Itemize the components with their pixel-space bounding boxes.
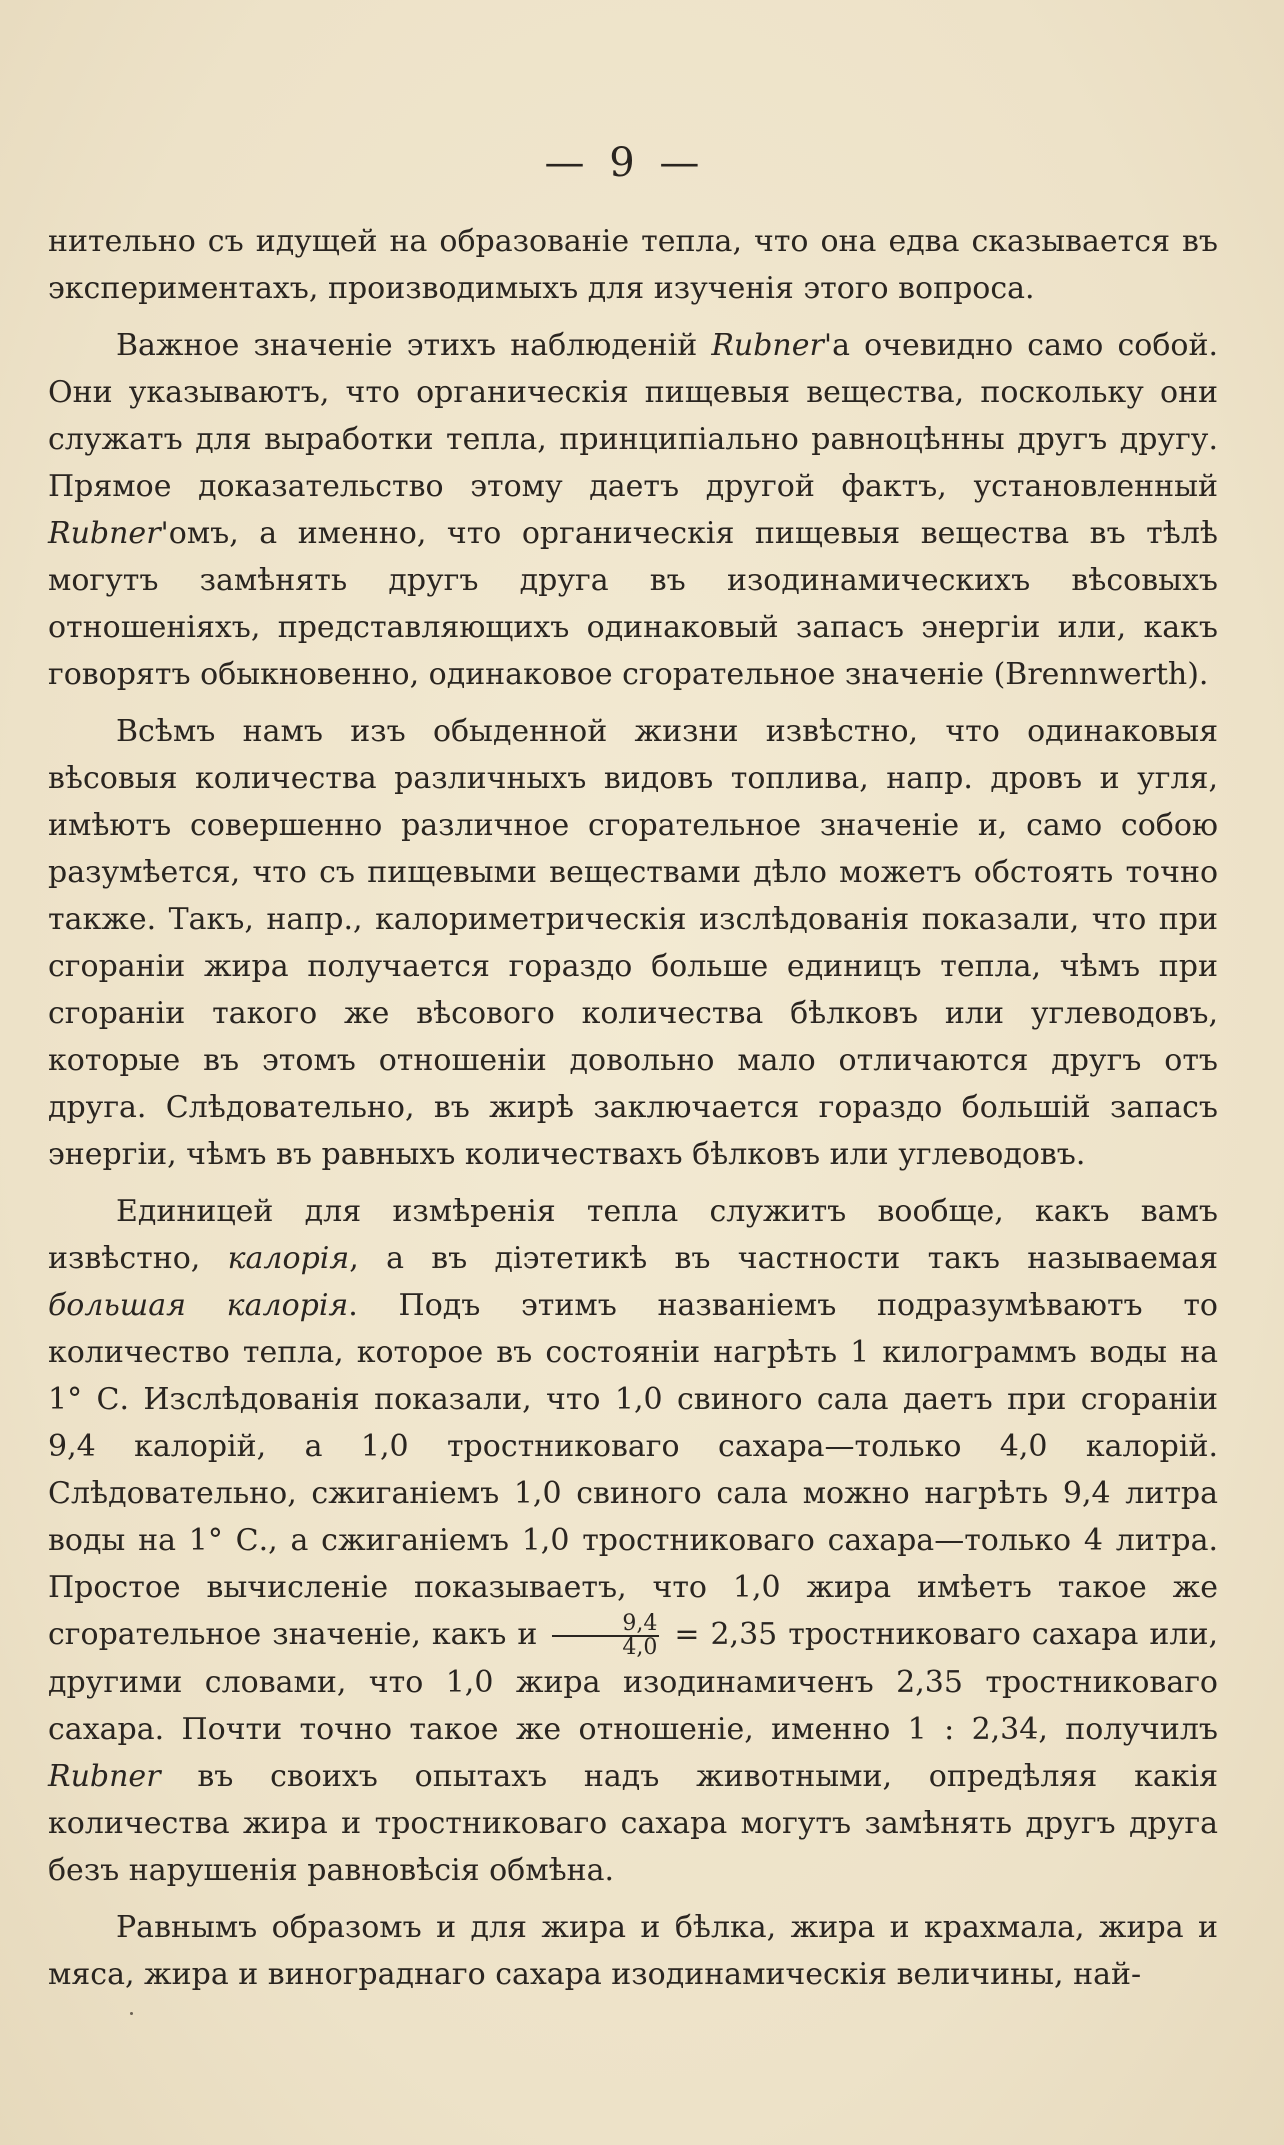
term-large-calorie: большая калорія	[48, 1288, 349, 1323]
fraction-numerator: 9,4	[552, 1613, 659, 1637]
term-calorie: калорія	[227, 1241, 350, 1276]
author-name-rubner: Rubner	[48, 1759, 161, 1794]
paragraph-3	[48, 708, 1218, 1178]
body-text	[48, 218, 1218, 2008]
paragraph-4-text-3: . Подъ этимъ названіемъ подразумѣваютъ то количество тепла, которое въ состояніи нагрѣть 1 килограммъ воды на 1° С. Изслѣдованія показали, что 1,0 свиного сала даетъ при сгораніи 9,4 калорій, а 1,0 тростниковаго сахара—только 4,0 калорій. Слѣдовательно, сжиганіемъ 1,0 свиного сала можно нагрѣть 9,4 литра воды на 1° С., а сжиганіемъ 1,0 тростниковаго сахара—только 4 литра. Простое вычисленіе показываетъ, что 1,0 жира имѣетъ такое же сгорательное значеніе, какъ и	[48, 1288, 1218, 1652]
paragraph-4-text-2: , а въ діэтетикѣ въ частности такъ называемая	[349, 1241, 1218, 1276]
author-name-rubner: Rubner	[711, 328, 824, 363]
paragraph-4-text-5: въ своихъ опытахъ надъ животными, опредѣляя какія количества жира и тростниковаго сахара могутъ замѣнять другъ друга безъ нарушенія равновѣсія обмѣна.	[48, 1759, 1218, 1888]
paragraph-4-text-4: = 2,35 тростниковаго сахара или, другими словами, что 1,0 жира изодинамиченъ 2,35 тростниковаго сахара. Почти точно такое же отношеніе, именно 1 : 2,34, получилъ	[48, 1617, 1219, 1747]
paragraph-2-text-3: 'омъ, а именно, что органическія пищевыя вещества въ тѣлѣ могутъ замѣнять другъ друга въ изодинамическихъ вѣсовыхъ отношеніяхъ, представляющихъ одинаковый запасъ энергіи или, какъ говорятъ обыкновенно, одинаковое сгорательное значеніе (Brennwerth).	[48, 516, 1218, 692]
paragraph-4	[48, 1188, 1218, 1894]
paragraph-2-text-1: Важное значеніе этихъ наблюденій	[116, 328, 712, 363]
paragraph-1-text: нительно съ идущей на образованіе тепла, что она едва сказывается въ экспериментахъ, производимыхъ для изученія этого вопроса.	[48, 224, 1218, 306]
page-number: — 9 —	[544, 140, 706, 186]
paragraph-4-text-1: Единицей для измѣренія тепла служитъ вообще, какъ вамъ извѣстно,	[48, 1194, 1218, 1276]
paragraph-5	[48, 1904, 1218, 1998]
fraction	[552, 1613, 659, 1659]
paragraph-1	[48, 218, 1218, 312]
author-name-rubner: Rubner	[48, 516, 161, 551]
paragraph-2	[48, 322, 1218, 698]
fraction-denominator: 4,0	[622, 1635, 658, 1660]
paragraph-3-text: Всѣмъ намъ изъ обыденной жизни извѣстно, что одинаковыя вѣсовыя количества различныхъ видовъ топлива, напр. дровъ и угля, имѣютъ совершенно различное сгорательное значеніе и, само собою разумѣется, что съ пищевыми веществами дѣло можетъ обстоять точно также. Такъ, напр., калориметрическія изслѣдованія показали, что при сгораніи жира получается гораздо больше единицъ тепла, чѣмъ при сгораніи такого же вѣсового количества бѣлковъ или углеводовъ, которые въ этомъ отношеніи довольно мало отличаются другъ отъ друга. Слѣдовательно, въ жирѣ заключается гораздо большій запасъ энергіи, чѣмъ въ равныхъ количествахъ бѣлковъ или углеводовъ.	[48, 714, 1218, 1172]
paragraph-5-text: Равнымъ образомъ и для жира и бѣлка, жира и крахмала, жира и мяса, жира и винограднаго сахара изодинамическія величины, най-	[48, 1910, 1218, 1992]
ink-speck	[130, 2012, 133, 2015]
paragraph-2-text-2: 'а очевидно само собой. Они указываютъ, что органическія пищевыя вещества, поскольку они служатъ для выработки тепла, принципіально равноцѣнны другъ другу. Прямое доказательство этому даетъ другой фактъ, установленный	[48, 328, 1218, 504]
